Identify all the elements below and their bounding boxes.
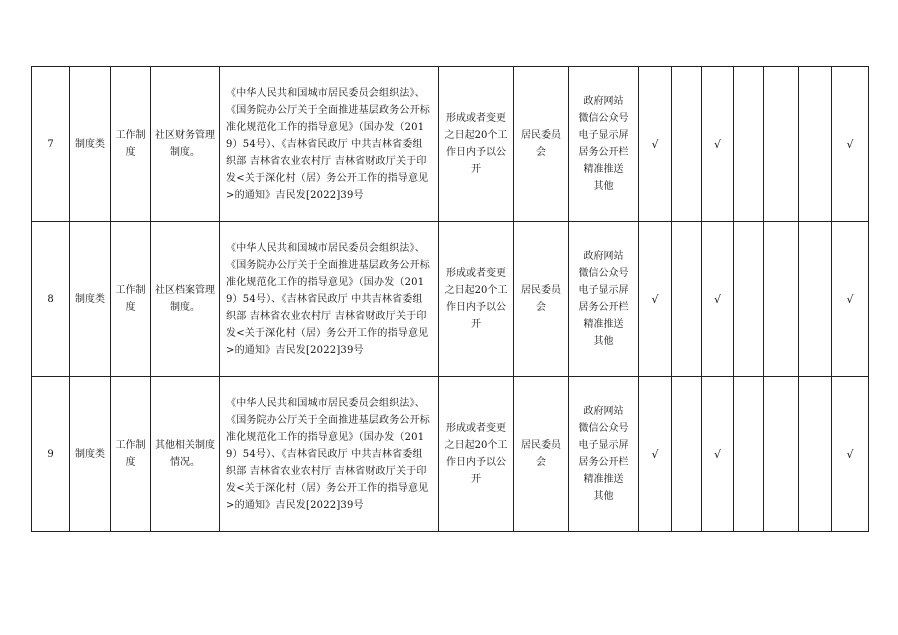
table-row (32, 222, 869, 377)
table-row (32, 67, 869, 222)
check-mark-cell (764, 377, 799, 532)
check-mark-cell (734, 377, 764, 532)
check-mark-cell: √ (639, 377, 672, 532)
check-mark-cell: √ (702, 377, 734, 532)
row-number: 8 (32, 222, 70, 377)
check-mark-cell (672, 377, 702, 532)
check-mark-cell (734, 67, 764, 222)
subject-cell: 居民委员会 (514, 377, 569, 532)
table-row (32, 377, 869, 532)
check-mark-cell (764, 222, 799, 377)
check-mark-cell (799, 67, 832, 222)
subcategory-cell: 工作制度 (111, 222, 151, 377)
item-cell: 社区财务管理制度。 (151, 67, 220, 222)
category-cell: 制度类 (70, 67, 111, 222)
time-limit-cell: 形成或者变更之日起20个工作日内予以公开 (439, 377, 514, 532)
basis-cell: 《中华人民共和国城市居民委员会组织法》、《国务院办公厅关于全面推进基层政务公开标准化规范化工作的指导意见》（国办发（2019）54号）、《吉林省民政厅 中共吉林省委组织部 吉林省农业农村厅 吉林省财政厅关于印发<关于深化村（居）务公开工作的指导意见>的通知》吉民发[2022]39号 (220, 377, 439, 532)
check-mark-cell: √ (832, 222, 869, 377)
check-mark-cell (672, 222, 702, 377)
check-mark-cell (764, 67, 799, 222)
category-cell: 制度类 (70, 377, 111, 532)
check-mark-cell (799, 222, 832, 377)
check-mark-cell: √ (639, 67, 672, 222)
time-limit-cell: 形成或者变更之日起20个工作日内予以公开 (439, 67, 514, 222)
category-cell: 制度类 (70, 222, 111, 377)
row-number: 7 (32, 67, 70, 222)
check-mark-cell (672, 67, 702, 222)
subcategory-cell: 工作制度 (111, 67, 151, 222)
check-mark-cell: √ (639, 222, 672, 377)
time-limit-cell: 形成或者变更之日起20个工作日内予以公开 (439, 222, 514, 377)
channels-cell: 政府网站 微信公众号 电子显示屏 居务公开栏 精准推送 其他 (569, 377, 639, 532)
basis-cell: 《中华人民共和国城市居民委员会组织法》、《国务院办公厅关于全面推进基层政务公开标准化规范化工作的指导意见》（国办发（2019）54号）、《吉林省民政厅 中共吉林省委组织部 吉林省农业农村厅 吉林省财政厅关于印发<关于深化村（居）务公开工作的指导意见>的通知》吉民发[2022]39号 (220, 222, 439, 377)
subcategory-cell: 工作制度 (111, 377, 151, 532)
disclosure-table (31, 66, 869, 532)
subject-cell: 居民委员会 (514, 222, 569, 377)
check-mark-cell (799, 377, 832, 532)
check-mark-cell (734, 222, 764, 377)
item-cell: 社区档案管理制度。 (151, 222, 220, 377)
channels-cell: 政府网站 微信公众号 电子显示屏 居务公开栏 精准推送 其他 (569, 222, 639, 377)
check-mark-cell: √ (702, 67, 734, 222)
row-number: 9 (32, 377, 70, 532)
basis-cell: 《中华人民共和国城市居民委员会组织法》、《国务院办公厅关于全面推进基层政务公开标准化规范化工作的指导意见》（国办发（2019）54号）、《吉林省民政厅 中共吉林省委组织部 吉林省农业农村厅 吉林省财政厅关于印发<关于深化村（居）务公开工作的指导意见>的通知》吉民发[2022]39号 (220, 67, 439, 222)
check-mark-cell: √ (832, 377, 869, 532)
check-mark-cell: √ (702, 222, 734, 377)
channels-cell: 政府网站 微信公众号 电子显示屏 居务公开栏 精准推送 其他 (569, 67, 639, 222)
item-cell: 其他相关制度情况。 (151, 377, 220, 532)
subject-cell: 居民委员会 (514, 67, 569, 222)
check-mark-cell: √ (832, 67, 869, 222)
